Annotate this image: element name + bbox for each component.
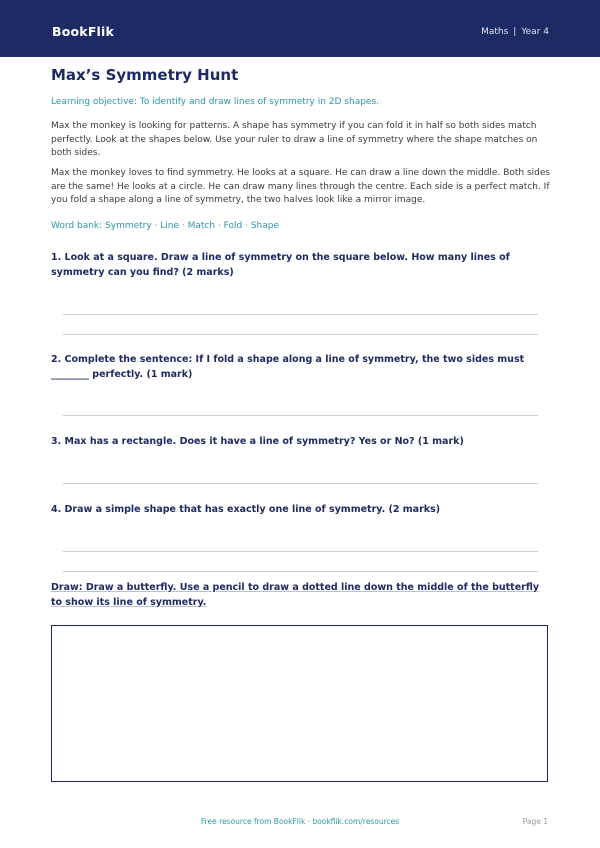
page-number: Page 1 [522,817,548,826]
meta-separator: | [513,27,517,37]
drawing-task: Draw: Draw a butterfly. Use a pencil to draw a dotted line down the middle of the butterfly to show its line of symmetry. [51,582,540,608]
answer-line[interactable] [63,551,538,552]
intro-paragraph: Max the monkey is looking for patterns. A shape has symmetry if you can fold it in half so both sides match perfectly. Look at the shapes below. Use your ruler to draw a line of symmetry where the shape matches on both sides. [51,121,538,159]
drawing-box[interactable] [51,625,548,782]
brand-logo: BookFlik [52,24,115,39]
word-bank: Word bank: Symmetry · Line · Match · Fold · Shape [51,221,280,231]
footer-credit: Free resource from BookFlik · bookflik.com/resources [200,817,400,826]
year-label: Year 4 [521,27,549,37]
subject-year [481,27,549,37]
subject-label: Maths [481,27,509,37]
question-2: 2. Complete the sentence: If I fold a shape along a line of symmetry, the two sides must ________ perfectly. (1 mark) [51,354,525,380]
answer-line[interactable] [63,415,538,416]
answer-line[interactable] [63,571,538,572]
question-3: 3. Max has a rectangle. Does it have a line of symmetry? Yes or No? (1 mark) [51,436,464,447]
question-4: 4. Draw a simple shape that has exactly one line of symmetry. (2 marks) [51,504,441,515]
answer-line[interactable] [63,314,538,315]
question-1: 1. Look at a square. Draw a line of symmetry on the square below. How many lines of symmetry can you find? (2 marks) [51,252,510,278]
page-title: Max’s Symmetry Hunt [51,66,239,84]
answer-line[interactable] [63,334,538,335]
learning-objective: Learning objective: To identify and draw lines of symmetry in 2D shapes. [51,97,380,107]
story-paragraph: Max the monkey loves to find symmetry. He looks at a square. He can draw a line down the middle. Both sides are the same! He looks at a circle. He can draw many lines through the centre. Each side is a perfect match. If you fold a shape along a line of symmetry, the two halves look like a mirror image. [51,168,551,206]
header-bar [0,0,600,57]
answer-line[interactable] [63,483,538,484]
